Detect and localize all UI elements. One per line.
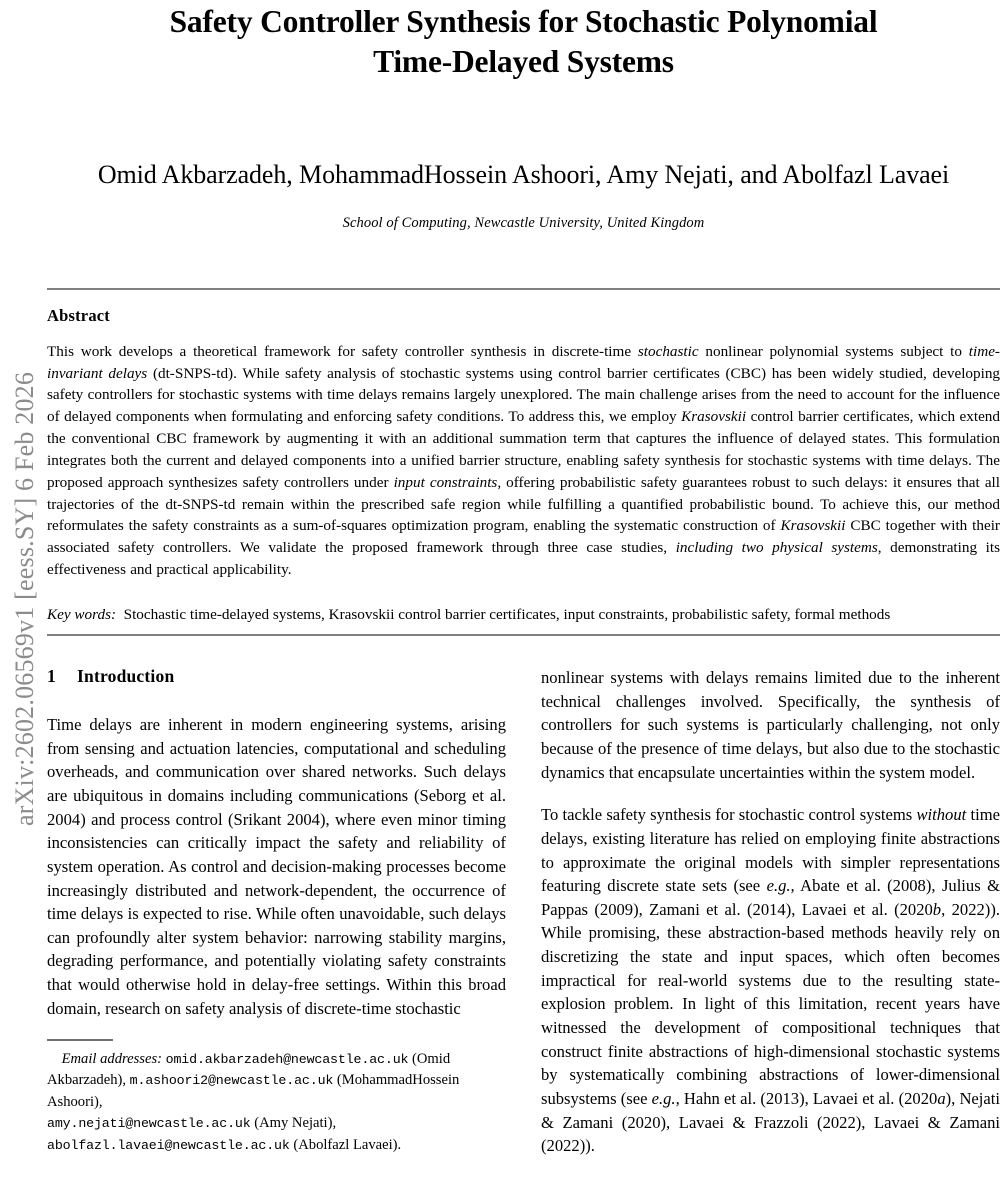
right-p2-seg-4: , 2022)). While promising, these abstraction-based methods heavily rely on discretizing the state and input spaces, which often becomes impractical for real-world systems due to the resulting state-explosion problem. In light of this limitation, recent years have witnessed the development of compositional techniques that construct finite abstractions of high-dimensional stochastic systems by systematically combining abstractions of lower-dimensional subsystems (see [541,899,1000,1108]
paper-title-line-2: Time-Delayed Systems [373,44,674,80]
section-title: Introduction [77,666,175,687]
footnote-rule [47,1039,113,1041]
abstract-seg-2: nonlinear polynomial systems subject to [698,342,969,360]
body-columns [47,666,1000,1156]
affiliation: School of Computing, Newcastle University, United Kingdom [342,214,705,231]
abstract-seg-5: , offering probabilistic safety guarantees robust to such delays: it ensures that all trajectories of the dt-SNPS-td remain within the prescribed safe region while fulfilling a quantified probabilistic bound. To achieve this, our method reformulates the safety constraints as a sum-of-squares optimization program, enabling the systematic construction of [47,473,1000,535]
abstract-em-input-constraints: input constraints [393,473,498,491]
right-p2-seg-2: time delays, existing literature has relied on employing finite abstractions to approximate the original models with simpler representations featuring discrete state sets (see [541,805,1000,896]
right-paragraph-1: nonlinear systems with delays remains limited due to the inherent technical challenges involved. Specifically, the synthesis of controllers for such systems is particularly challenging, not only because of the presence of time delays, but also due to the stochastic dynamics that encapsulate uncertainties within the system model. [541,668,1000,782]
abstract-seg-7: , demonstrating its effectiveness and practical applicability. [47,539,1000,578]
footnote-name-3: (Amy Nejati), [254,1115,337,1132]
footnote-text [47,1049,506,1156]
abstract-em-time-invariant-delays: time-invariant delays [47,342,1000,382]
footnote-label: Email addresses: [61,1050,162,1067]
paper-title-line-1: Safety Controller Synthesis for Stochastic Polynomial [169,4,878,39]
right-p2-em-eg-2: e.g., [651,1088,680,1108]
left-column [47,666,506,1156]
keywords-value: Stochastic time-delayed systems, Krasovskii control barrier certificates, input constraints, probabilistic safety, formal methods [123,605,891,623]
right-paragraph-2 [541,803,1000,1158]
section-number: 1 [47,666,56,687]
footnote-name-4: (Abolfazl Lavaei). [293,1136,402,1153]
abstract-top-rule [47,288,1000,290]
footnote-email-4[interactable]: abolfazl.lavaei@newcastle.ac.uk [47,1137,290,1153]
footnote-email-1[interactable]: omid.akbarzadeh@newcastle.ac.uk [165,1051,409,1067]
abstract-em-stochastic: stochastic [637,342,699,360]
abstract-em-krasovskii-2: Krasovskii [780,517,846,535]
footnote-email-2[interactable]: m.ashoori2@newcastle.ac.uk [129,1073,334,1089]
left-paragraph-1: Time delays are inherent in modern engineering systems, arising from sensing and actuation latencies, computational and scheduling overheads, and communication over shared networks. Such delays are ubiquitous in domains including communications (Seborg et al. 2004) and process control (Srikant 2004), where even minor timing inconsistencies can critically impact the safety and reliability of system operation. As control and decision-making processes become increasingly distributed and network-dependent, the occurrence of time delays is expected to rise. While often unavoidable, such delays can profoundly alter system behavior: narrowing stability margins, degrading performance, and potentially violating safety constraints that would otherwise hold in delay-free settings. Within this broad domain, research on safety analysis of discrete-time stochastic [47,715,506,1018]
right-p2-seg-6: ), Nejati & Zamani (2020), Lavaei & Frazzoli (2022), Lavaei & Zamani (2022)). [541,1088,1000,1156]
abstract-bottom-rule [47,634,1000,636]
abstract-seg-6: CBC together with their associated safety controllers. We validate the proposed framework through three case studies, [47,517,1000,557]
right-column [541,666,1000,1156]
section-heading-introduction [47,666,506,687]
abstract-seg-1: This work develops a theoretical framework for safety controller synthesis in discrete-time [47,342,638,360]
abstract-heading: Abstract [47,305,110,325]
arxiv-stamp [0,0,40,1200]
title-block [47,0,1000,232]
author-list: Omid Akbarzadeh, MohammadHossein Ashoori, Amy Nejati, and Abolfazl Lavaei [97,159,950,189]
footnote-email-3[interactable]: amy.nejati@newcastle.ac.uk [47,1116,251,1132]
keywords-label: Key words: [47,605,117,623]
abstract-seg-4: control barrier certificates, which extend the conventional CBC framework by augmenting it with an additional summation term that captures the influence of delayed states. This formulation integrates both the current and delayed components into a unified barrier structure, enabling safety synthesis for stochastic systems with time delays. The proposed approach synthesizes safety controllers under [47,408,1000,491]
paper-page [47,0,1000,1200]
abstract-seg-3: (dt-SNPS-td). While safety analysis of stochastic systems using control barrier certificates (CBC) has been widely studied, developing safety controllers for stochastic systems with time delays remains largely unexplored. The main challenge arises from the need to account for the influence of delayed components when formulating and enforcing safety conditions. To address this, we employ [47,364,1001,426]
abstract-em-two-physical-systems: including two physical systems [675,539,878,557]
footnote-name-1: (Omid Akbarzadeh), [47,1050,451,1089]
right-p2-em-without: without [916,805,967,825]
right-p2-seg-3: Abate et al. (2008), Julius & Pappas (2009), Zamani et al. (2014), Lavaei et al. (2020 [541,876,1000,919]
right-p2-em-cite-a: a [937,1088,946,1108]
right-p2-seg-5: Hahn et al. (2013), Lavaei et al. (2020 [679,1088,938,1108]
abstract-em-krasovskii-1: Krasovskii [681,408,747,426]
right-p2-em-eg-1: e.g., [766,876,795,896]
footnote-block [47,1039,506,1156]
arxiv-stamp-text: arXiv:2602.06569v1 [eess.SY] 6 Feb 2026 [10,371,39,827]
right-p2-em-cite-b: b [932,899,942,919]
page-title [47,2,1000,83]
keywords [47,604,1000,625]
abstract-text [47,341,1000,581]
footnote-name-2: (MohammadHossein Ashoori), [47,1072,460,1110]
right-p2-seg-1: To tackle safety synthesis for stochastic control systems [541,805,917,825]
